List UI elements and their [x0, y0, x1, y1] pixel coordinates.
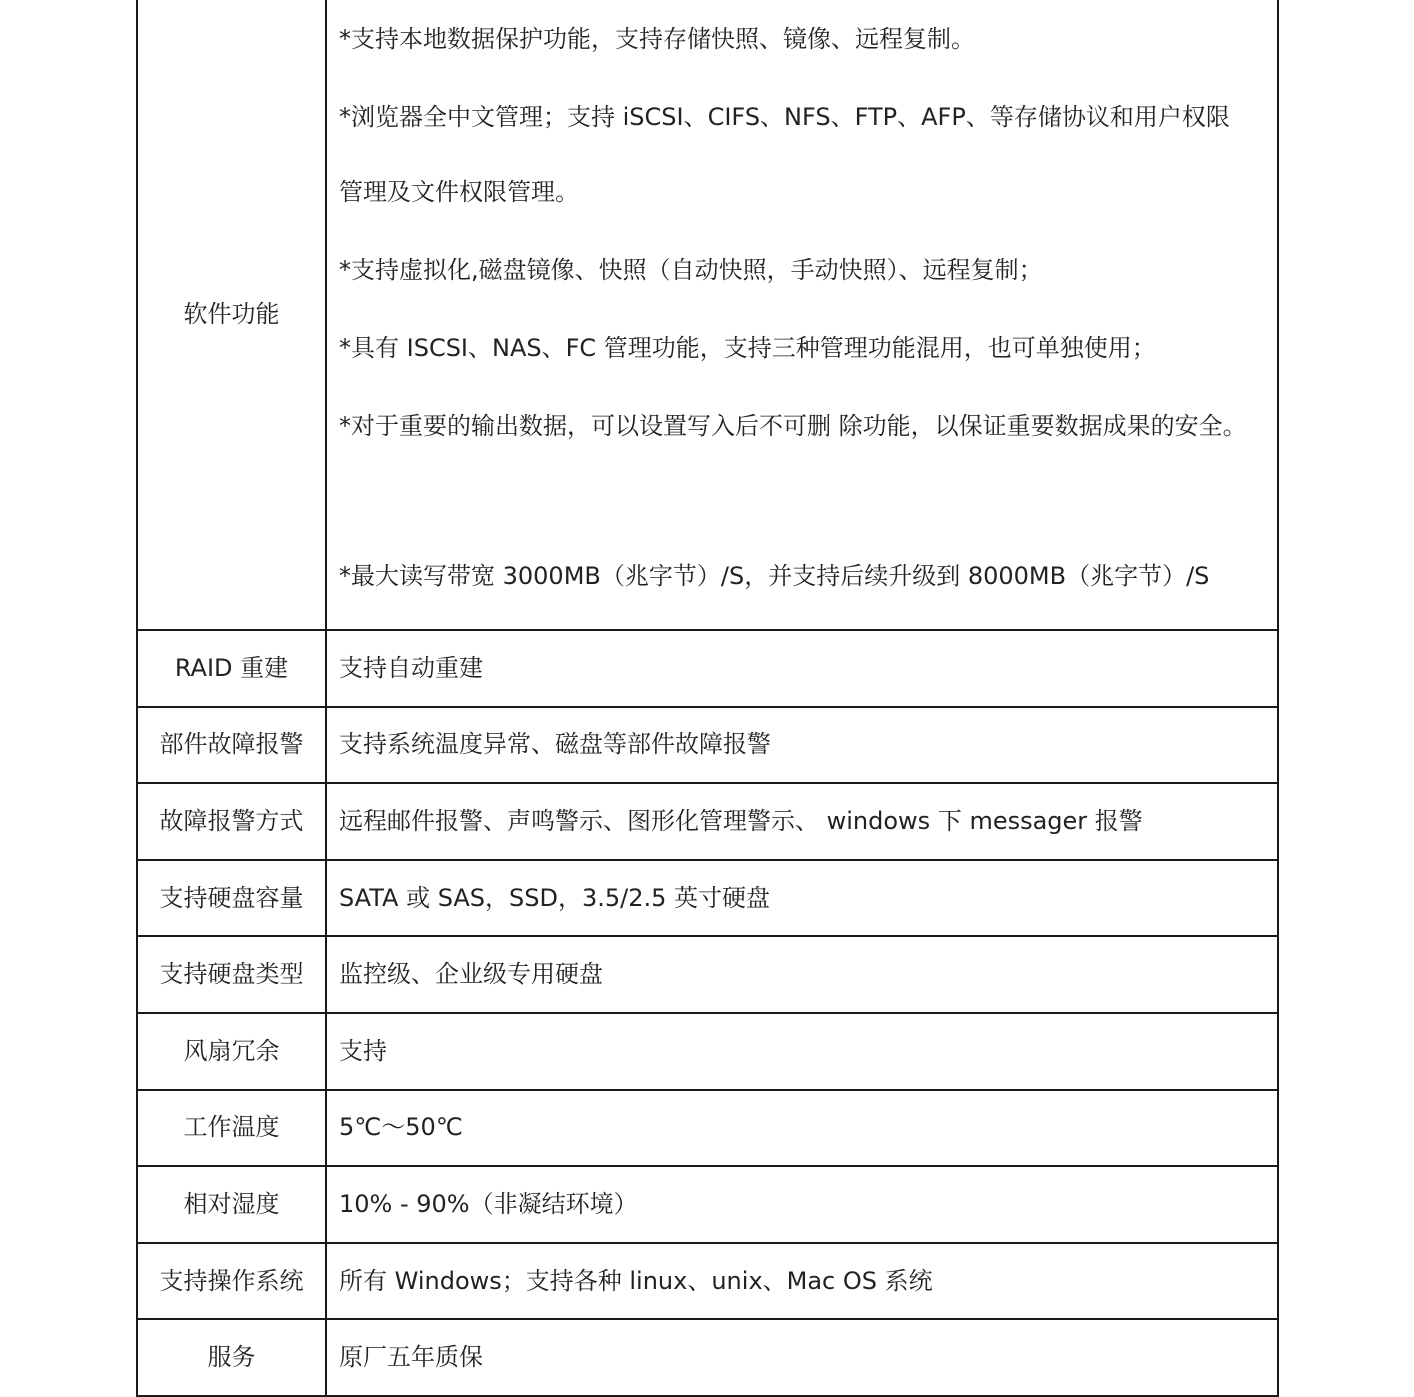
spec-table — [136, 0, 1279, 1397]
row-value: 原厂五年质保 — [326, 1319, 1278, 1396]
feature-line: *最大读写带宽 3000MB（兆字节）/S，并支持后续升级到 8000MB（兆字节）/S — [339, 562, 1210, 590]
table-row — [137, 1090, 1278, 1167]
table-row — [137, 1166, 1278, 1243]
feature-line: *具有 ISCSI、NAS、FC 管理功能，支持三种管理功能混用，也可单独使用； — [339, 334, 1156, 362]
software-features-cell — [326, 0, 1278, 630]
row-label: 部件故障报警 — [137, 707, 326, 784]
row-value: 支持自动重建 — [326, 630, 1278, 707]
row-label: 支持硬盘容量 — [137, 860, 326, 937]
row-value: 所有 Windows；支持各种 linux、unix、Mac OS 系统 — [326, 1243, 1278, 1320]
table-row — [137, 707, 1278, 784]
row-label: RAID 重建 — [137, 630, 326, 707]
table-row — [137, 1013, 1278, 1090]
row-value: 10% - 90%（非凝结环境） — [326, 1166, 1278, 1243]
feature-line: *浏览器全中文管理；支持 iSCSI、CIFS、NFS、FTP、AFP、等存储协议和用户权限 — [339, 103, 1230, 131]
feature-line: *支持虚拟化,磁盘镜像、快照（自动快照，手动快照）、远程复制； — [339, 256, 1043, 284]
row-label: 工作温度 — [137, 1090, 326, 1167]
row-label: 支持硬盘类型 — [137, 936, 326, 1013]
table-row — [137, 860, 1278, 937]
row-label: 故障报警方式 — [137, 783, 326, 860]
table-row-software — [137, 0, 1278, 630]
row-value: 远程邮件报警、声鸣警示、图形化管理警示、 windows 下 messager 报警 — [326, 783, 1278, 860]
row-label: 软件功能 — [137, 0, 326, 630]
table-row — [137, 783, 1278, 860]
row-value: 监控级、企业级专用硬盘 — [326, 936, 1278, 1013]
feature-line: *对于重要的输出数据，可以设置写入后不可删 除功能，以保证重要数据成果的安全。 — [339, 412, 1247, 440]
table-row — [137, 1319, 1278, 1396]
table-row — [137, 630, 1278, 707]
row-value: SATA 或 SAS，SSD，3.5/2.5 英寸硬盘 — [326, 860, 1278, 937]
table-row — [137, 936, 1278, 1013]
row-label: 相对湿度 — [137, 1166, 326, 1243]
row-label: 风扇冗余 — [137, 1013, 326, 1090]
row-label: 服务 — [137, 1319, 326, 1396]
feature-line: *支持本地数据保护功能，支持存储快照、镜像、远程复制。 — [339, 25, 975, 53]
row-label: 支持操作系统 — [137, 1243, 326, 1320]
row-value: 支持系统温度异常、磁盘等部件故障报警 — [326, 707, 1278, 784]
row-value: 支持 — [326, 1013, 1278, 1090]
feature-line: 管理及文件权限管理。 — [339, 178, 579, 206]
row-value: 5℃～50℃ — [326, 1090, 1278, 1167]
table-row — [137, 1243, 1278, 1320]
